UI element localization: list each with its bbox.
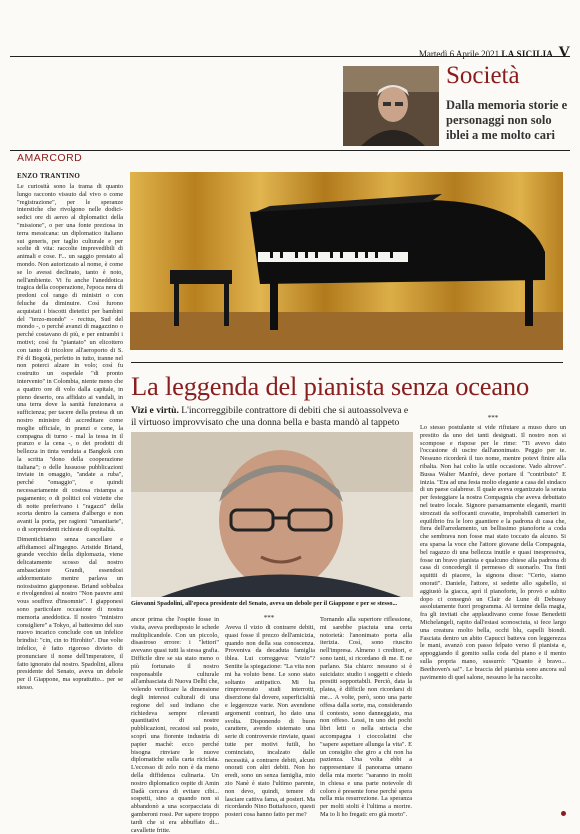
article-column-3 xyxy=(225,624,315,819)
article-paragraph: Le curiosità sono la trama di quanto lungo racconto vissuto dal vivo o come "registrazione", per le speranze interstiche che rivolgono nelle dodici-sedici ore di aereo al diplomatici della "missione", o per una fonte preziosa in terra messicana: un diplomatico italiano sui generis, per taglio culturale e per scelte di vita: raccolte imprevedibili di animali e cose. F... un saggio prestato al mondo. Non autorizzato al nome, è come se lo avessi declinato, tanto è noto, nell'ambiente. Vi fu anche l'aneddotica tragica della cooperazione, l'epoca nera di predoni col rango di ministri o con feluche da diminuire. Così furono acquistati i biscotti dietetici per bambini del "terzo-mondo" - recitus, Sud del mondo -, o perché avanzi di magazzino o perché costavano di più, e per entrambi i motivi; così fu "piantato" un elicottero con tanto di tricolore all'aeroporto di S. Fé di Bogotà, perfetto in tutto, tranne nel non poterci alzare in volo; così fu costruito un ospedale "di pronto intervento" in Colombia, niente meno che a quattro ore di volo dalla capitale, in pieno deserto, ora affidato ai vandali, in una terra dove la sanità funzionava a sufficienza; per tacere della pretesa di un nostro ministro di accreditare come moglie ufficiale, in pranzi e cene, la compagna di turno - mal la tessa in il pranzo e la cena -, o dei prodotti di bellezza in tinta venduta a Bangkok con la scritta "dono della cooperazione italiana"; o delle lussuose pubblicazioni inviate in omaggio, "andate a ruba", perché "omaggio", e quindi necessariamente di costosa ristampa a pagamento; o di politici col viziette che di notte preferivano i "ragazzi" della scorta dentro la camera d'albergo e non avanti la porta, per ragioni "umanitarie", o di sorprendenti richieste di ospitalità. xyxy=(17,183,123,534)
page-letter: V xyxy=(558,44,570,61)
article-byline: ENZO TRANTINO xyxy=(17,172,81,180)
article-paragraph: Dimentichiamo senza cancellare e affidiamoci all'ingegno. Aristide Briand, grande vecchio della diplomazia, viene delicatamente scosso dal nostro ambasciatore Grandi, essendosi addormentato mentre parlava un noiosissimo giapponese. Briand sobbalza e rivolgendosi al nostro "Non pauvre ami vous souffrez d'insomnie". I giapponesi sono particolare occasione di nostra memoria aneddotica. Il nostro "ministro consigliere" a Tokyo, al battesimo del suo nuovo incarico conclude con un infelice brindisi: "cin, cin to Hirohito". Due volte infelice, è fatto rigoroso divieto di pronunciare il nome dell'imperatore, il fatto ignorato dal nostro. Spadolini, allora presidente del Senato, aveva un debole per il Giappone, ma soprattutto... per se stesso. xyxy=(17,535,123,691)
article-column-5 xyxy=(420,424,566,810)
headline-rule xyxy=(131,362,563,363)
photo-caption: Giovanni Spadolini, all'epoca presidente del Senato, aveva un debole per il Giappone e per se stesso... xyxy=(131,600,398,607)
section-subtitle: Dalla memoria storie e personaggi non solo iblei a me molto cari xyxy=(446,98,568,142)
article-paragraph: Aveva il vizio di contrarre debiti, quasi fosse il prezzo dell'amicizia, quando non della sua conoscenza. Proveniva da decaduta famiglia iblea. Lui correggeva: "vizio"? Sentite la spiegazione: "La vita non mi ha voluto bene. Le sono stato soltanto antipatico. Mi ha rimproverato studi interrotti, diserzione dal dovere, superficialità e leggerezze varie. Non avendone argomenti contrari, ho dato una svolta. Disponendo di buon carattere, avendo sistemato una serie di controversie rinviate, quasi tutte per motivi futili, ho cominciato, incalzato dalle necessità, a contrarre debiti, alcuni onorati con altri debiti. Non ho eredi, sono un senza famiglia, mio zio Nanè è stato l'ultimo parente, non devo, quindi, temere di lasciare cattiva fama, ai posteri. Ma ricordando Nino Buttafuoco, questi posteri cosa hanno fatto per me? xyxy=(225,624,315,819)
header-date: Martedì 6 Aprile 2021 xyxy=(418,49,500,59)
article-kicker: AMARCORD xyxy=(17,152,83,164)
article-column-2 xyxy=(131,616,219,834)
header-brand: LA SICILIA xyxy=(501,49,554,59)
section-separator: *** xyxy=(487,414,499,422)
end-of-article-icon xyxy=(561,811,566,816)
deck-lead: Vizi e virtù. xyxy=(131,405,179,416)
piano-photo xyxy=(130,172,563,350)
section-thumbnail-photo xyxy=(343,66,439,146)
section-rule xyxy=(10,150,570,151)
article-paragraph: ancor prima che l'ospite fosse in visita, aveva predisposto le schede multiplicandole. Con un piccolo, disastroso errore: i "lettori" avevano quasi tutti la stessa grafia. Difficile dire se sia stato meno o più fortunato il nostro responsabile culturale all'ambasciata di Nuova Delhi che, volendo verificare la dimensione degli interessi culturali di una regione del sud indiano che richiedeva sempre rilevanti quantitativi di nostre pubblicazioni, recatosi sul posto, scoprì una fiorente industria di papier maché: ecco perché bisogna rinviare le nuove diplomatiche sulla carta riciclata. L'eccesso di zelo non è da meno della diffidenza culinaria. Un nostro diplomatico ospite di Amin Dadà cercava di evitare cibi... sospetti, sino a quando non si abbandonò a una scorpacciata di gamberoni rossi. Per sapere troppo tardi che si era abbuffato di... cavallette fritte. xyxy=(131,616,219,834)
section-title: Società xyxy=(446,62,520,89)
deck-text: L'incorreggibile contrattore di debiti che si autoassolveva e il virtuoso improvvisato che una donna bella e basta mandò al tappeto xyxy=(131,405,409,428)
spadolini-photo xyxy=(131,432,413,597)
article-headline: La leggenda del pianista senza oceano xyxy=(131,371,530,401)
article-deck xyxy=(131,405,413,429)
article-column-1 xyxy=(17,183,123,817)
article-paragraph: Lo stesso postulante si vide rifiutare a muso duro un prestito da uno dei tanti designati. Il nostro non si scompose e rispose per le rime: "Ti avevo dato l'occasione di uscire dall'anonimato. Peggio per te. Nessuno ricorderà il tuo nome, mentre potevi finire alla ribalta. Non hai colto la utile occasione. Vado altrove". Bussa Walter Manfrè, deve portare il "contributo" E inizia. "Era ad una festa molto elegante a casa del sindaco di un paese calabrese. Il quale aveva organizzato la serata per festeggiare la nostra Compagnia che aveva debuttato nel teatro locale. Signore parsamamente eleganti, mariti strozzati da soffocanti cravatte, improbabili camerieri in equilibrio fra le loro guantiere e la padrona di casa che, fiera dell'arredamento, un bellissimo pianoforte a coda che sembrava non fosse mai stato toccato da alcuno. Si era sparsa la voce che l'attore giovane della Compagnia, bel ragazzo di una bellezza inutile e quasi inespressiva, fosse un bravo pianista e qualcuno chiese alla padrona di casa di concedergli il permesso di suonarlo. Tra finti squittii di piacere, la signora disse: "Certo, siamo onorati". Daniele, l'attore, si sedette allo sgabello, si aggiustò la giacca, aprì il pianoforte, lo provò e subito dopo ci consegnò un Clair de Lune di Debussy assolutamente fuori programma. Al termine della magia, fra gli invitati che applaudivano come fosse Benedetti Michelangeli, rapito dall'estasi sconosciuta, si fece largo una creatura molto bella, occhi blu, capelli biondi. Fasciata dentro un abito Capucci batteva con leggerezza le mani, avanzò con passo felpato verso il pianista e, appoggiando il gomito sulla coda del piano e il mento sulla propria mano, sussurrò: "Quanto è bravo... Beethoven's sa!". Le braccia del pianista sono ancora sul pavimento di quel salone, nessuno le ha raccolte. xyxy=(420,424,566,681)
section-separator: *** xyxy=(263,614,275,622)
article-column-4 xyxy=(320,616,412,816)
page-header xyxy=(419,44,570,62)
article-paragraph: Tornando alla superiore riflessione, mi sarebbe piaciuta una certa notorietà: l'anonimato porta alla iterizia. Così, sono riuscito nell'impresa. Almeno i creditori, e sono tanti, si ricordano di me. E ne parlano. Sia chiaro: nessuno si è suicidato: studio i soggetti e chiedo prestiti sopportabili. Perciò, data la platea, è difficile non ricordarsi di me... A volte, però, sono una parte offesa dalla sorte, ma, considerando il contesto, sono danneggiato, ma non offeso. Lessi, in uno dei pochi libri letti o nella striscia che accompagna i cioccolatini che "sapere aspettare allunga la vita". E un consiglio che giro a chi non ha pazienza. Una volta ebbi a rappresentare il panorama umano della mia morte: "saranno in molti in chiesa e una parte notevole di coloro è presente forse perché spera nella mia resurrezione. La speranza per molti stolti è l'ultima a morire. Ma io li ho fregati: ero già morto". xyxy=(320,616,412,818)
